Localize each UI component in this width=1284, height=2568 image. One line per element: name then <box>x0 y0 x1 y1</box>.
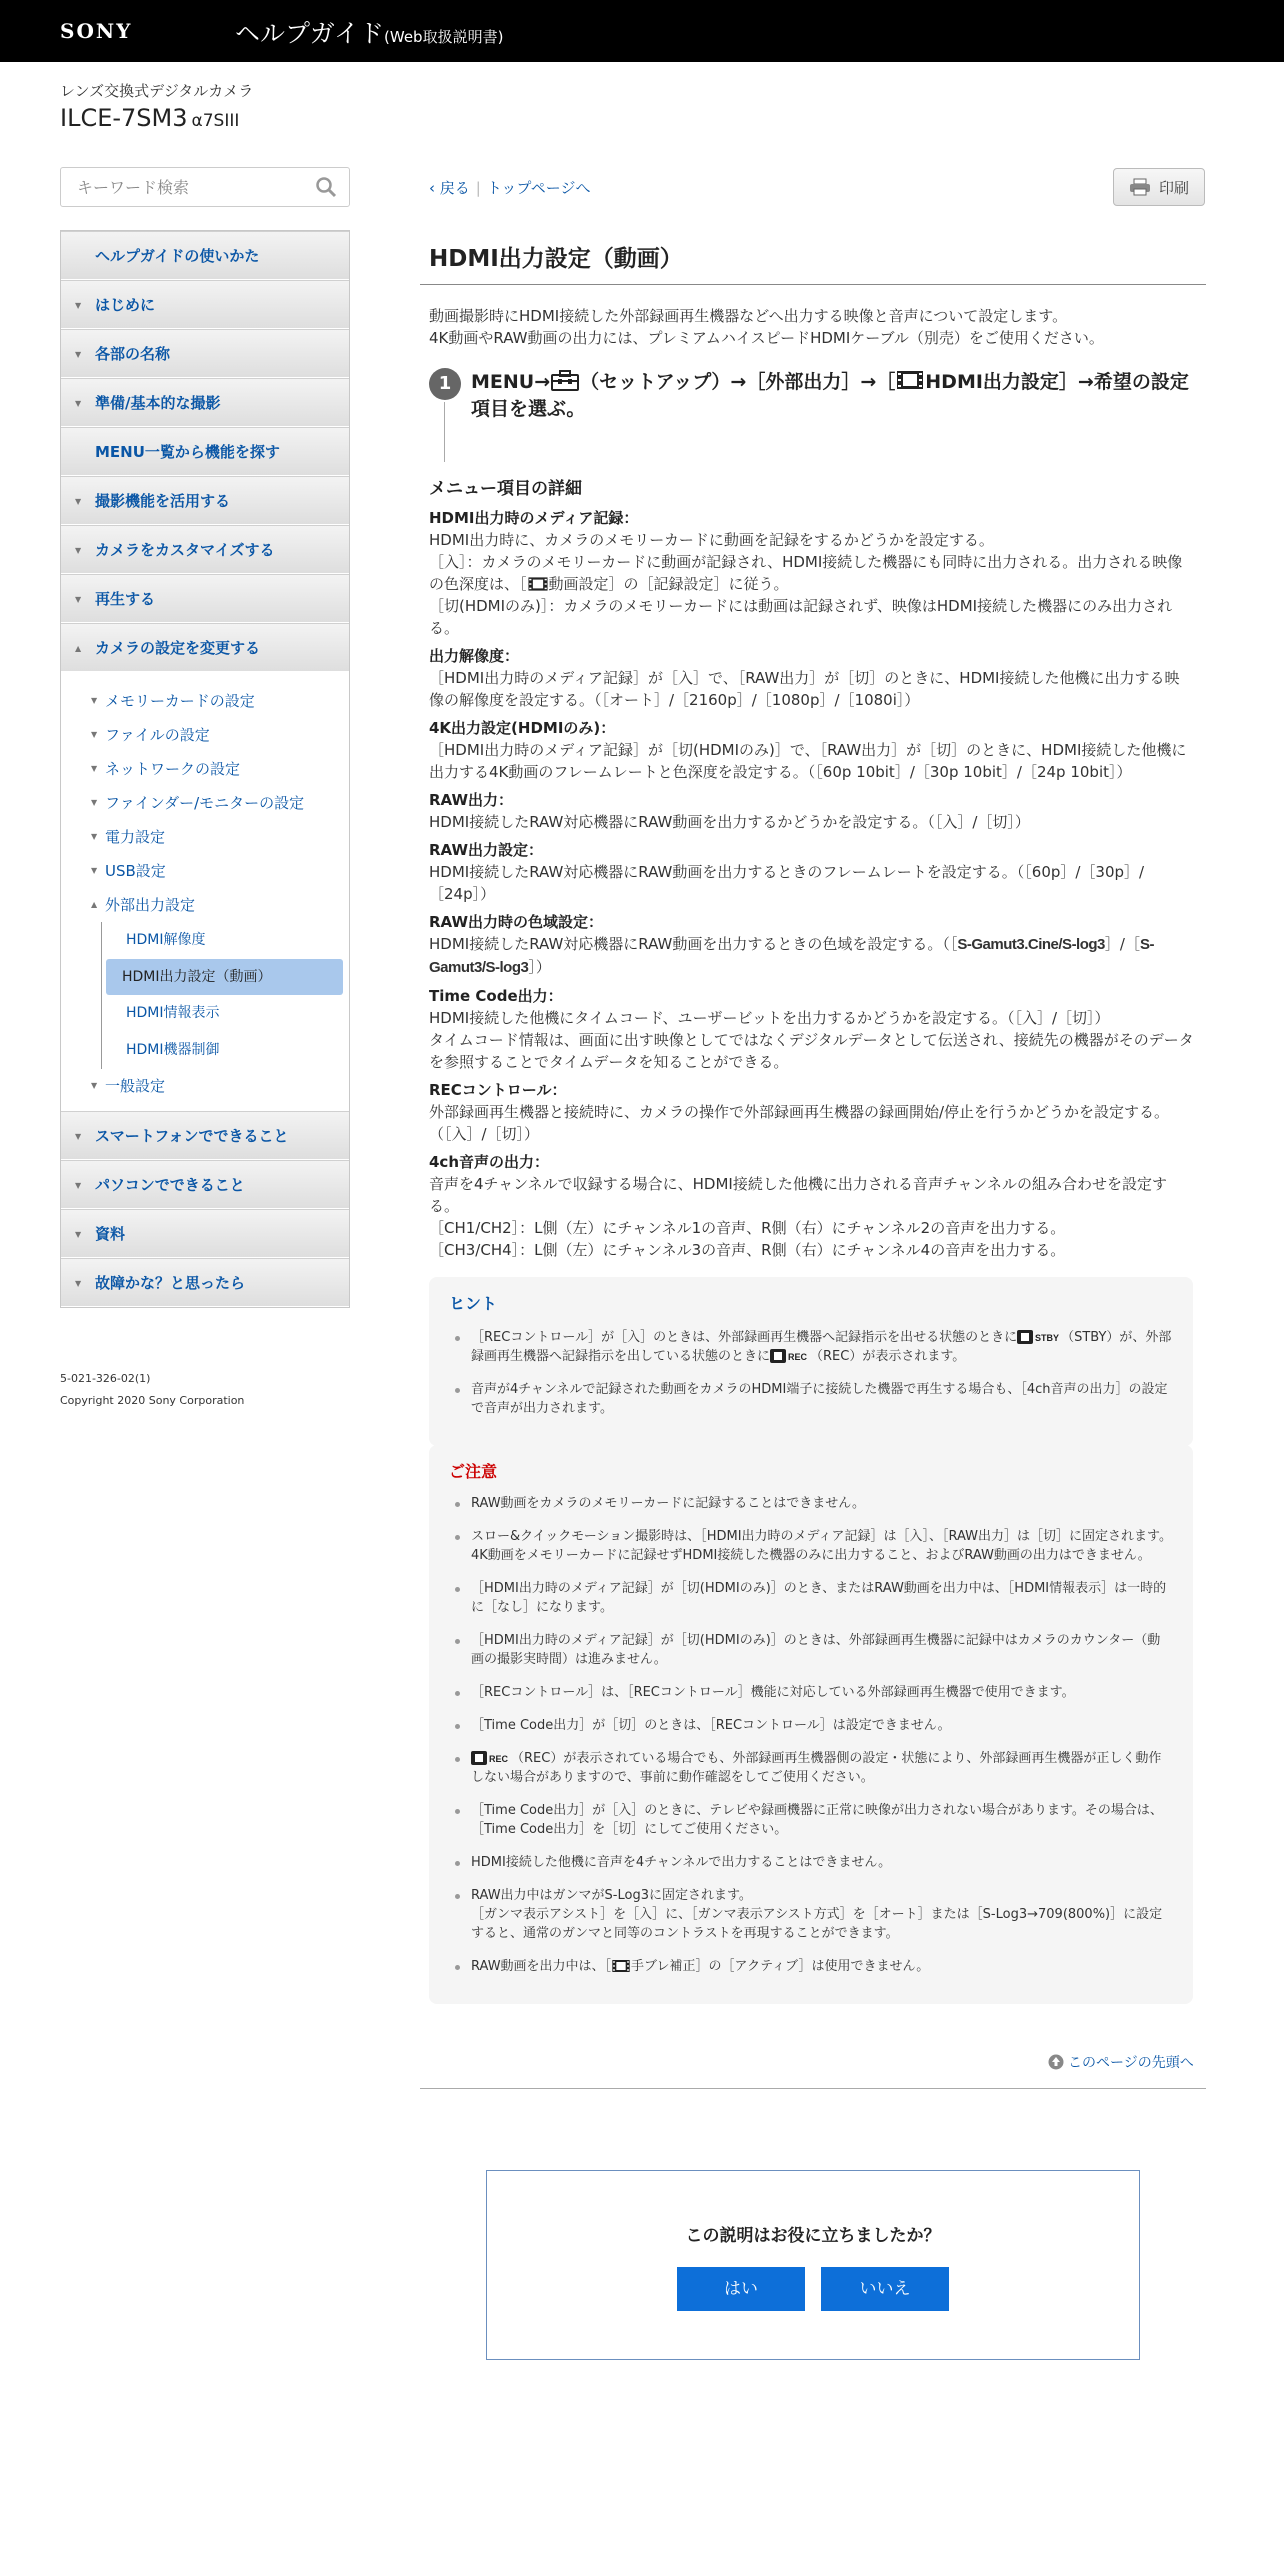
page-title: HDMI出力設定（動画） <box>429 246 683 272</box>
expand-icon: ▼ <box>75 1230 82 1239</box>
expand-icon: ▼ <box>91 832 98 841</box>
movie-film-icon <box>611 1958 631 1974</box>
caution-list <box>449 1494 1173 1976</box>
feedback-box <box>486 2170 1140 2360</box>
product-model-sub: α7SIII <box>191 111 240 131</box>
sidebar-subitem-label: メモリーカードの設定 <box>105 692 255 710</box>
product-model <box>60 104 239 132</box>
hint-list <box>449 1328 1173 1418</box>
sidebar-subsub-list <box>101 922 349 1069</box>
movie-film-icon <box>527 575 549 593</box>
sidebar-item-label: 各部の名称 <box>95 345 171 363</box>
sidebar-item-getting-started[interactable] <box>61 280 349 329</box>
sidebar-nav <box>60 230 350 1308</box>
sidebar-item-troubleshooting[interactable] <box>61 1258 349 1307</box>
yes-button[interactable]: はい <box>677 2267 805 2311</box>
doc-number: 5-021-326-02(1) <box>60 1372 151 1385</box>
hint-title: ヒント <box>449 1294 498 1313</box>
expand-icon: ▼ <box>91 866 98 875</box>
breadcrumb <box>429 177 591 198</box>
list-item: ［Time Code出力］が［入］のときに、テレビや録画機器に正常に映像が出力されない場合があります。その場合は、［Time Code出力］を［切］にしてご使用ください。 <box>449 1801 1173 1839</box>
desc-text: ［入］：カメラのメモリーカードに動画が記録され、HDMI接続した機器にも同時に出力される。出力される映像の色深度は、［ <box>429 553 1183 593</box>
help-guide-title-main: ヘルプガイド <box>235 19 385 48</box>
top-page-link[interactable]: トップページへ <box>486 179 591 197</box>
desc-4k-output: ［HDMI出力時のメディア記録］が［切(HDMIのみ)］で、［RAW出力］が［切］のときに、HDMI接続した他機に出力する4K動画のフレームレートと色深度を設定する。（［60p 10bit］/［30p 10bit］/［24p 10bit］） <box>429 741 1187 781</box>
caution-text: RAW動画を出力中は、［ <box>471 1959 612 1974</box>
details-heading: メニュー項目の詳細 <box>429 479 582 499</box>
term-4k-output: 4K出力設定(HDMIのみ)： <box>429 719 616 737</box>
desc-time-code <box>429 1007 1194 1073</box>
movie-film-icon <box>895 368 925 392</box>
sidebar-subitem[interactable] <box>61 820 349 854</box>
list-item: ［HDMI出力時のメディア記録］が［切(HDMIのみ)］のときは、外部録画再生機器に記録中はカメラのカウンター（動画の撮影実時間）は進みません。 <box>449 1631 1173 1669</box>
desc-line: ［CH1/CH2］：L側（左）にチャンネル1の音声、R側（右）にチャンネル2の音声を出力する。 <box>429 1219 1066 1237</box>
sidebar-item-label: MENU一覧から機能を探す <box>95 443 280 461</box>
expand-icon: ▼ <box>75 399 82 408</box>
sidebar-subitem[interactable] <box>61 752 349 786</box>
list-item <box>449 1957 1173 1976</box>
expand-icon: ▼ <box>91 798 98 807</box>
search-input[interactable] <box>61 168 291 206</box>
term-hdmi-media-record: HDMI出力時のメディア記録： <box>429 509 639 527</box>
desc-raw-output: HDMI接続したRAW対応機器にRAW動画を出力するかどうかを設定する。（［入］/［切］） <box>429 813 1030 831</box>
desc-line <box>429 551 1194 595</box>
sidebar-item-shooting-functions[interactable] <box>61 476 349 525</box>
term-time-code: Time Code出力： <box>429 987 563 1005</box>
sidebar-item-materials[interactable] <box>61 1209 349 1258</box>
intro-text <box>429 305 1199 349</box>
caution-title: ご注意 <box>449 1462 498 1481</box>
desc-text: HDMI接続したRAW対応機器にRAW動画を出力するときの色域を設定する。（［ <box>429 935 958 953</box>
step-text-part: （セットアップ）→［外部出力］→［ <box>580 371 896 393</box>
page-top-label: このページの先頭へ <box>1068 2055 1194 2071</box>
sidebar-item-camera-settings[interactable] <box>61 623 349 672</box>
sidebar-subitem[interactable] <box>61 854 349 888</box>
sidebar-item-label: 資料 <box>95 1225 126 1243</box>
list-item <box>449 1749 1173 1787</box>
sidebar-item-label: 準備/基本的な撮影 <box>95 394 221 412</box>
rec-icon <box>471 1750 511 1766</box>
print-label: 印刷 <box>1158 178 1189 197</box>
hint-text: ［RECコントロール］が［入］のときは、外部録画再生機器へ記録指示を出せる状態のときに <box>471 1330 1018 1345</box>
sidebar-item-how-to-use[interactable] <box>61 231 349 280</box>
sgamut-cine-label: S-Gamut3.Cine/S-log3 <box>957 936 1105 953</box>
sidebar-item-label: 故障かな？と思ったら <box>95 1274 246 1292</box>
sidebar-item-label: カメラをカスタマイズする <box>95 541 275 559</box>
list-item: スロー&クイックモーション撮影時は、［HDMI出力時のメディア記録］は［入］、［RAW出力］は［切］に固定されます。4K動画をメモリーカードに記録せずHDMI接続した機器のみに出力すること、およびRAW動画の出力はできません。 <box>449 1527 1173 1565</box>
expand-icon: ▼ <box>91 730 98 739</box>
desc-text: ］/［ <box>1104 935 1140 953</box>
sidebar-subitem-label: ファイルの設定 <box>105 726 210 744</box>
expand-icon: ▼ <box>75 497 82 506</box>
expand-icon: ▼ <box>91 764 98 773</box>
sidebar-item-computer[interactable] <box>61 1160 349 1209</box>
title-divider <box>420 284 1206 285</box>
expand-icon: ▼ <box>75 595 82 604</box>
expand-icon: ▼ <box>75 1132 82 1141</box>
step-text-part: HDMI出力設定］→希望の設定項目を選ぶ。 <box>471 371 1189 420</box>
desc-text: 動画設定］の［記録設定］に従う。 <box>548 575 789 593</box>
setup-toolbox-icon <box>550 368 580 392</box>
sidebar-subsub-hdmi-control[interactable]: HDMI機器制御 <box>126 1042 220 1058</box>
term-rec-control: RECコントロール： <box>429 1081 567 1099</box>
sidebar-subsub-hdmi-resolution[interactable]: HDMI解像度 <box>126 932 206 948</box>
list-item <box>449 1886 1173 1943</box>
product-model-name: ILCE-7SM3 <box>60 104 188 132</box>
desc-hdmi-media-record <box>429 529 1194 639</box>
caution-text: 手ブレ補正］の［アクティブ］は使用できません。 <box>631 1959 930 1974</box>
rec-icon-text: REC <box>489 1754 509 1764</box>
no-button[interactable]: いいえ <box>821 2267 949 2311</box>
intro-line: 4K動画やRAW動画の出力には、プレミアムハイスピードHDMIケーブル（別売）をご使用ください。 <box>429 329 1104 347</box>
sidebar-subitem-general[interactable] <box>61 1069 349 1103</box>
feedback-question: この説明はお役に立ちましたか？ <box>685 2226 941 2246</box>
desc-output-resolution: ［HDMI出力時のメディア記録］が［入］で、［RAW出力］が［切］のときに、HDMI接続した他機に出力する映像の解像度を設定する。（［オート］/［2160p］/［1080p］/［1080i］） <box>429 669 1180 709</box>
sidebar-item-playback[interactable] <box>61 574 349 623</box>
sidebar-item-customize[interactable] <box>61 525 349 574</box>
term-raw-gamut: RAW出力時の色域設定： <box>429 913 604 931</box>
arrow-up-circle-icon <box>1048 2054 1064 2070</box>
sidebar-item-label: スマートフォンでできること <box>95 1127 289 1145</box>
sidebar-item-label: カメラの設定を変更する <box>95 639 261 657</box>
sidebar-subitem-label: USB設定 <box>105 862 166 880</box>
desc-line: 音声を4チャンネルで収録する場合に、HDMI接続した他機に出力される音声チャンネルの組み合わせを設定する。 <box>429 1175 1167 1215</box>
step-line <box>444 402 445 462</box>
stby-icon <box>1017 1329 1061 1345</box>
list-item <box>449 1328 1173 1366</box>
help-guide-title-sub: (Web取扱説明書) <box>384 28 504 46</box>
sgamut-label: S-Gamut3/S-log3 <box>429 936 1154 976</box>
stby-icon-text: STBY <box>1035 1333 1060 1343</box>
caution-text: ［ガンマ表示アシスト］を［入］に、［ガンマ表示アシスト方式］を［オート］または［S-Log3→709(800%)］に設定すると、通常のガンマと同等のコントラストを再現することができます。 <box>471 1907 1163 1941</box>
page-top-link[interactable] <box>1048 2052 1194 2072</box>
step-text <box>471 368 1206 423</box>
list-item: ［HDMI出力時のメディア記録］が［切(HDMIのみ)］のとき、またはRAW動画を出力中は、［HDMI情報表示］は一時的に［なし］になります。 <box>449 1579 1173 1617</box>
help-guide-title <box>235 14 503 50</box>
sidebar-subitem-label: 外部出力設定 <box>105 896 196 914</box>
sidebar-subitem[interactable] <box>61 786 349 820</box>
sidebar-subsub-hdmi-info[interactable]: HDMI情報表示 <box>126 1005 220 1021</box>
caution-text: （REC）が表示されている場合でも、外部録画再生機器側の設定・状態により、外部録画再生機器が正しく動作しない場合がありますので、事前に動作確認をしてご使用ください。 <box>471 1751 1162 1785</box>
sidebar-subitem[interactable] <box>61 718 349 752</box>
separator: | <box>475 179 481 197</box>
copyright: Copyright 2020 Sony Corporation <box>60 1394 245 1407</box>
term-4ch-audio: 4ch音声の出力： <box>429 1153 550 1171</box>
desc-text: ］） <box>528 958 551 976</box>
print-button[interactable] <box>1113 168 1205 206</box>
sidebar-subitem-label: 電力設定 <box>105 828 166 846</box>
sony-logo[interactable]: SONY <box>60 19 133 43</box>
desc-line: ［CH3/CH4］：L側（左）にチャンネル3の音声、R側（右）にチャンネル4の音声を出力する。 <box>429 1241 1066 1259</box>
expand-icon: ▼ <box>75 301 82 310</box>
sidebar-subnav <box>61 672 349 1111</box>
search-box <box>60 167 350 207</box>
rec-icon <box>770 1348 810 1364</box>
sidebar-item-preparation[interactable] <box>61 378 349 427</box>
caution-box <box>429 1445 1193 2004</box>
rec-icon-text: REC <box>788 1352 808 1362</box>
desc-line: HDMI接続した他機にタイムコード、ユーザービットを出力するかどうかを設定する。（［入］/［切］） <box>429 1009 1110 1027</box>
hint-text: （STBY）が、外部録画再生機器へ記録指示を出している状態のときに <box>471 1330 1172 1364</box>
list-item: RAW動画をカメラのメモリーカードに記録することはできません。 <box>449 1494 1173 1513</box>
expand-icon: ▼ <box>75 350 82 359</box>
bottom-divider <box>420 2088 1206 2089</box>
hint-text: （REC）が表示されます。 <box>810 1349 966 1364</box>
desc-raw-gamut <box>429 933 1194 979</box>
sidebar-item-label: 撮影機能を活用する <box>95 492 231 510</box>
search-icon[interactable] <box>315 176 337 198</box>
list-item: 音声が4チャンネルで記録された動画をカメラのHDMI端子に接続した機器で再生する場合も、［4ch音声の出力］の設定で音声が出力されます。 <box>449 1380 1173 1418</box>
header-bar <box>0 0 1284 62</box>
term-raw-output-setting: RAW出力設定： <box>429 841 544 859</box>
desc-line: タイムコード情報は、画面に出す映像としてではなくデジタルデータとして伝送され、接続先の機器がそのデータを参照することでタイムデータを知ることができる。 <box>429 1031 1194 1071</box>
intro-line: 動画撮影時にHDMI接続した外部録画再生機器などへ出力する映像と音声について設定します。 <box>429 307 1068 325</box>
sidebar-subitem-label: 一般設定 <box>105 1077 166 1095</box>
sidebar-item-label: はじめに <box>95 296 156 314</box>
sidebar-item-label: ヘルプガイドの使いかた <box>95 247 260 265</box>
chevron-left-icon: ‹ <box>429 179 435 197</box>
back-link[interactable]: 戻る <box>439 179 470 197</box>
collapse-icon: ▲ <box>91 900 98 909</box>
menu-details <box>429 474 1194 1267</box>
expand-icon: ▼ <box>75 1181 82 1190</box>
step-text-part: MENU→ <box>471 371 551 393</box>
printer-icon <box>1129 178 1151 196</box>
term-raw-output: RAW出力： <box>429 791 514 809</box>
term-output-resolution: 出力解像度： <box>429 647 520 665</box>
expand-icon: ▼ <box>91 1081 98 1090</box>
sidebar-item-parts[interactable] <box>61 329 349 378</box>
product-category: レンズ交換式デジタルカメラ <box>60 82 254 100</box>
sidebar-item-label: 再生する <box>95 590 156 608</box>
expand-icon: ▼ <box>75 1279 82 1288</box>
list-item: HDMI接続した他機に音声を4チャンネルで出力することはできません。 <box>449 1853 1173 1872</box>
step-number: 1 <box>429 368 461 400</box>
sidebar-subsub-hdmi-output-active[interactable]: HDMI出力設定（動画） <box>106 959 343 995</box>
desc-4ch-audio <box>429 1173 1194 1261</box>
caution-text: RAW出力中はガンマがS-Log3に固定されます。 <box>471 1888 752 1903</box>
list-item: ［RECコントロール］は、［RECコントロール］機能に対応している外部録画再生機器で使用できます。 <box>449 1683 1173 1702</box>
sidebar-subitem-external-output[interactable] <box>61 888 349 922</box>
desc-line: ［切(HDMIのみ)］：カメラのメモリーカードには動画は記録されず、映像はHDMI接続した機器にのみ出力される。 <box>429 597 1173 637</box>
desc-rec-control: 外部録画再生機器と接続時に、カメラの操作で外部録画再生機器の録画開始/停止を行うかどうかを設定する。（［入］/［切］） <box>429 1103 1170 1143</box>
sidebar-item-label: パソコンでできること <box>95 1176 245 1194</box>
sidebar-item-smartphone[interactable] <box>61 1111 349 1160</box>
expand-icon: ▼ <box>75 546 82 555</box>
hint-box <box>429 1277 1193 1446</box>
desc-line: HDMI出力時に、カメラのメモリーカードに動画を記録をするかどうかを設定する。 <box>429 531 994 549</box>
sidebar-item-menu-list[interactable] <box>61 427 349 476</box>
collapse-icon: ▲ <box>75 644 82 653</box>
sidebar-subitem-label: ネットワークの設定 <box>105 760 241 778</box>
sidebar-subitem-label: ファインダー/モニターの設定 <box>105 794 305 812</box>
list-item: ［Time Code出力］が［切］のときは、［RECコントロール］は設定できません。 <box>449 1716 1173 1735</box>
desc-raw-output-setting: HDMI接続したRAW対応機器にRAW動画を出力するときのフレームレートを設定する。（［60p］/［30p］/［24p］） <box>429 863 1145 903</box>
expand-icon: ▼ <box>91 696 98 705</box>
sidebar-subitem[interactable] <box>61 684 349 718</box>
